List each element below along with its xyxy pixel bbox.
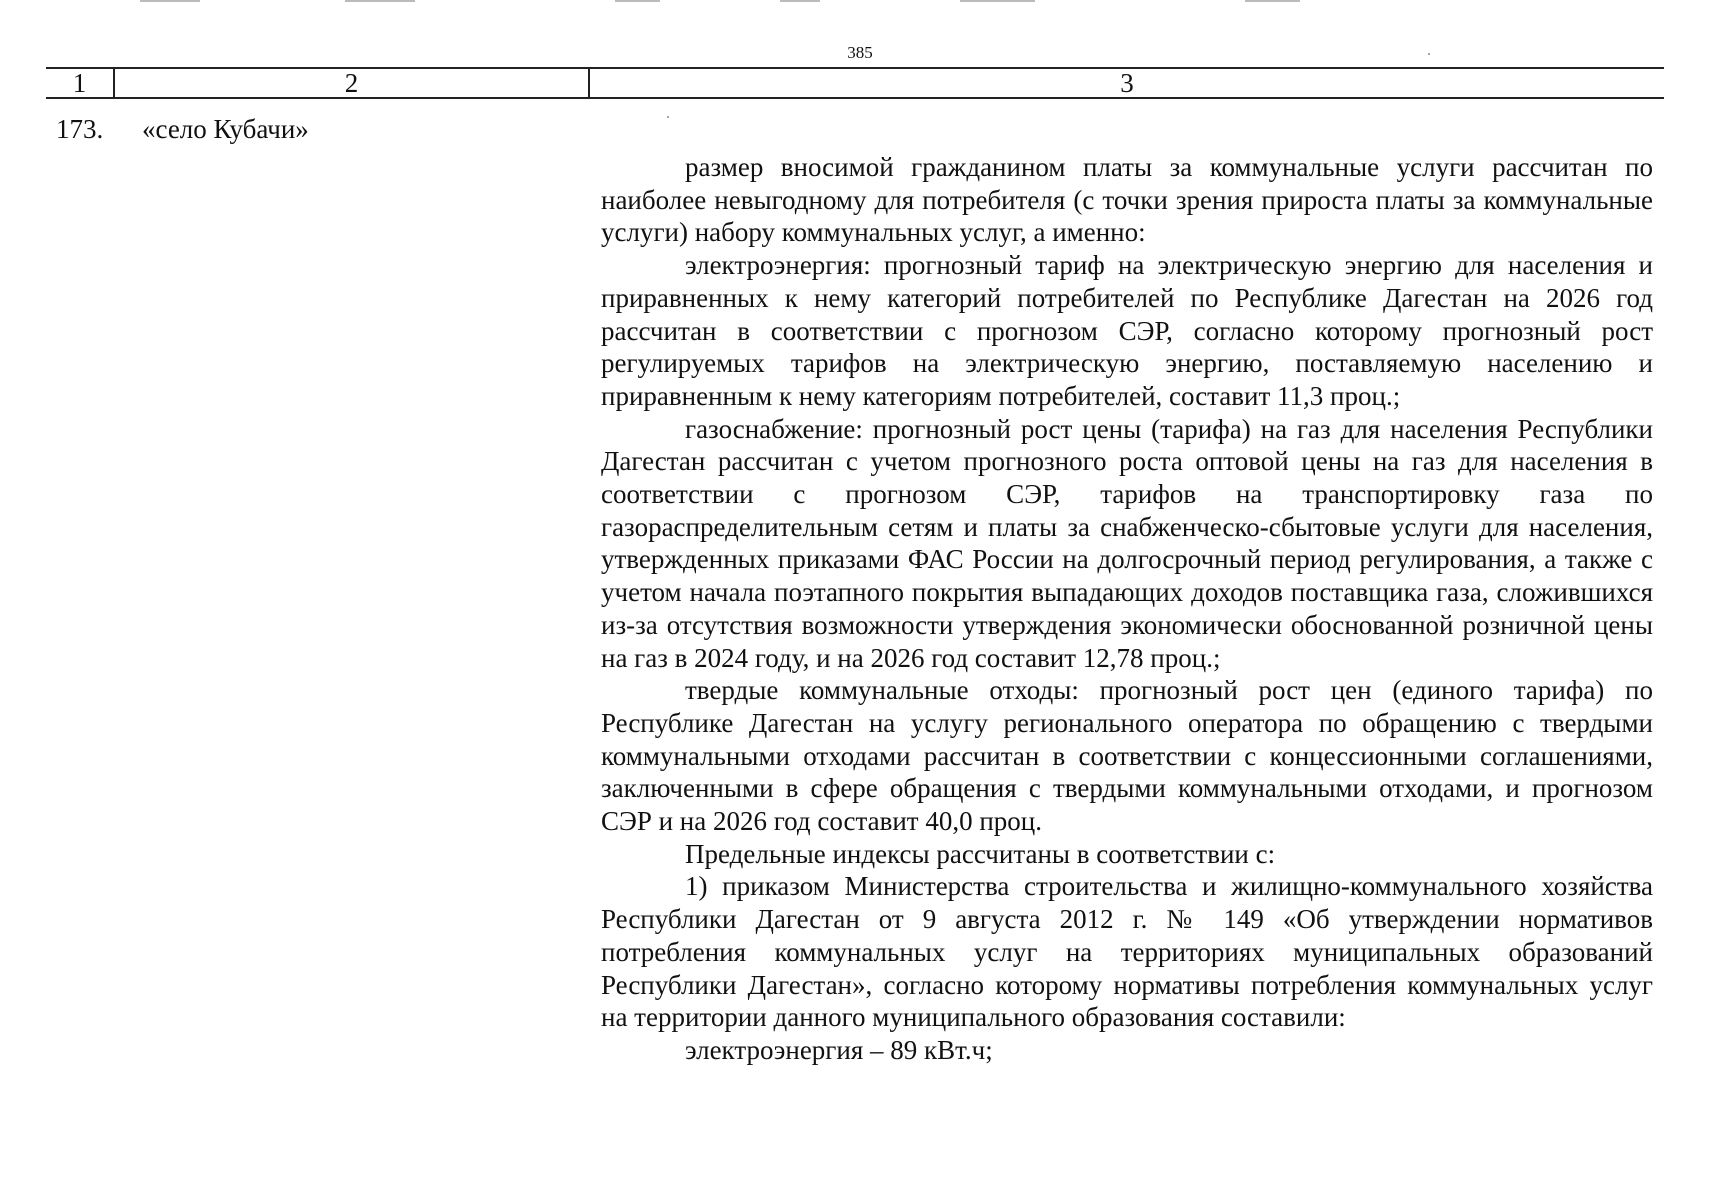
page-number: 385 — [847, 43, 873, 62]
scan-edge-mark — [140, 0, 200, 2]
paragraph-payment-size: размер вносимой гражданином платы за коммунальные услуги рассчитан по наиболее невыгодному для потребителя (с точки зрения прироста платы за коммунальные услуги) набору коммунальных услуг, а именно: — [601, 152, 1653, 248]
paragraph-gas: газоснабжение: прогнозный рост цены (тарифа) на газ для населения Республики Дагестан рассчитан с учетом прогнозного роста оптовой цены на газ для населения в соответствии с прогнозом СЭР, тарифов на транспортировку газа по газораспределительным сетям и платы за снабженческо-сбытовые услуги для населения, утвержденных приказами ФАС России на долгосрочный период регулирования, а также с учетом начала поэтапного покрытия выпадающих доходов поставщика газа, сложившихся из-за отсутствия возможности утверждения экономически обоснованной розничной цены на газ в 2024 году, и на 2026 год составит 12,78 проц.; — [601, 413, 1653, 673]
table-header — [46, 67, 1664, 99]
paragraph-electricity-norm: электроэнергия – 89 кВт.ч; — [685, 1034, 993, 1065]
table-header-col-1: 1 — [46, 69, 115, 97]
scan-edge-mark — [615, 0, 660, 2]
document-body — [601, 151, 1653, 1067]
paragraph-indices-intro: Предельные индексы рассчитаны в соответствии с: — [685, 838, 1276, 869]
table-header-col-3: 3 — [1120, 68, 1134, 98]
scan-edge-mark — [960, 0, 1035, 2]
scan-speck — [1428, 53, 1430, 55]
paragraph-solid-waste: твердые коммунальные отходы: прогнозный рост цен (единого тарифа) по Республике Дагестан на услугу регионального оператора по обращению с твердыми коммунальными отходами рассчитан в соответствии с концессионными соглашениями, заключенными в сфере обращения с твердыми коммунальными отходами, и прогнозом СЭР и на 2026 год составит 40,0 проц. — [601, 675, 1653, 837]
scan-edge-mark — [1245, 0, 1300, 2]
paragraph-ministry-order: 1) приказом Министерства строительства и жилищно-коммунального хозяйства Республики Дагестан от 9 августа 2012 г. № 149 «Об утверждении нормативов потребления коммунальных услуг на территориях муниципальных образований Республики Дагестан», согласно которому нормативы потребления коммунальных услуг на территории данного муниципального образования составили: — [601, 871, 1653, 1033]
table-header-col-2: 2 — [115, 69, 590, 97]
row-number: 173. — [56, 114, 104, 144]
scan-edge-mark — [345, 0, 415, 2]
settlement-name: «село Кубачи» — [142, 114, 309, 144]
paragraph-electricity: электроэнергия: прогнозный тариф на электрическую энергию для населения и приравненных к нему категорий потребителей по Республике Дагестан на 2026 год рассчитан в соответствии с прогнозом СЭР, согласно которому прогнозный рост регулируемых тарифов на электрическую энергию, поставляемую населению и приравненным к нему категориям потребителей, составит 11,3 проц.; — [601, 250, 1653, 411]
scan-speck — [667, 116, 669, 118]
scan-edge-mark — [780, 0, 820, 2]
